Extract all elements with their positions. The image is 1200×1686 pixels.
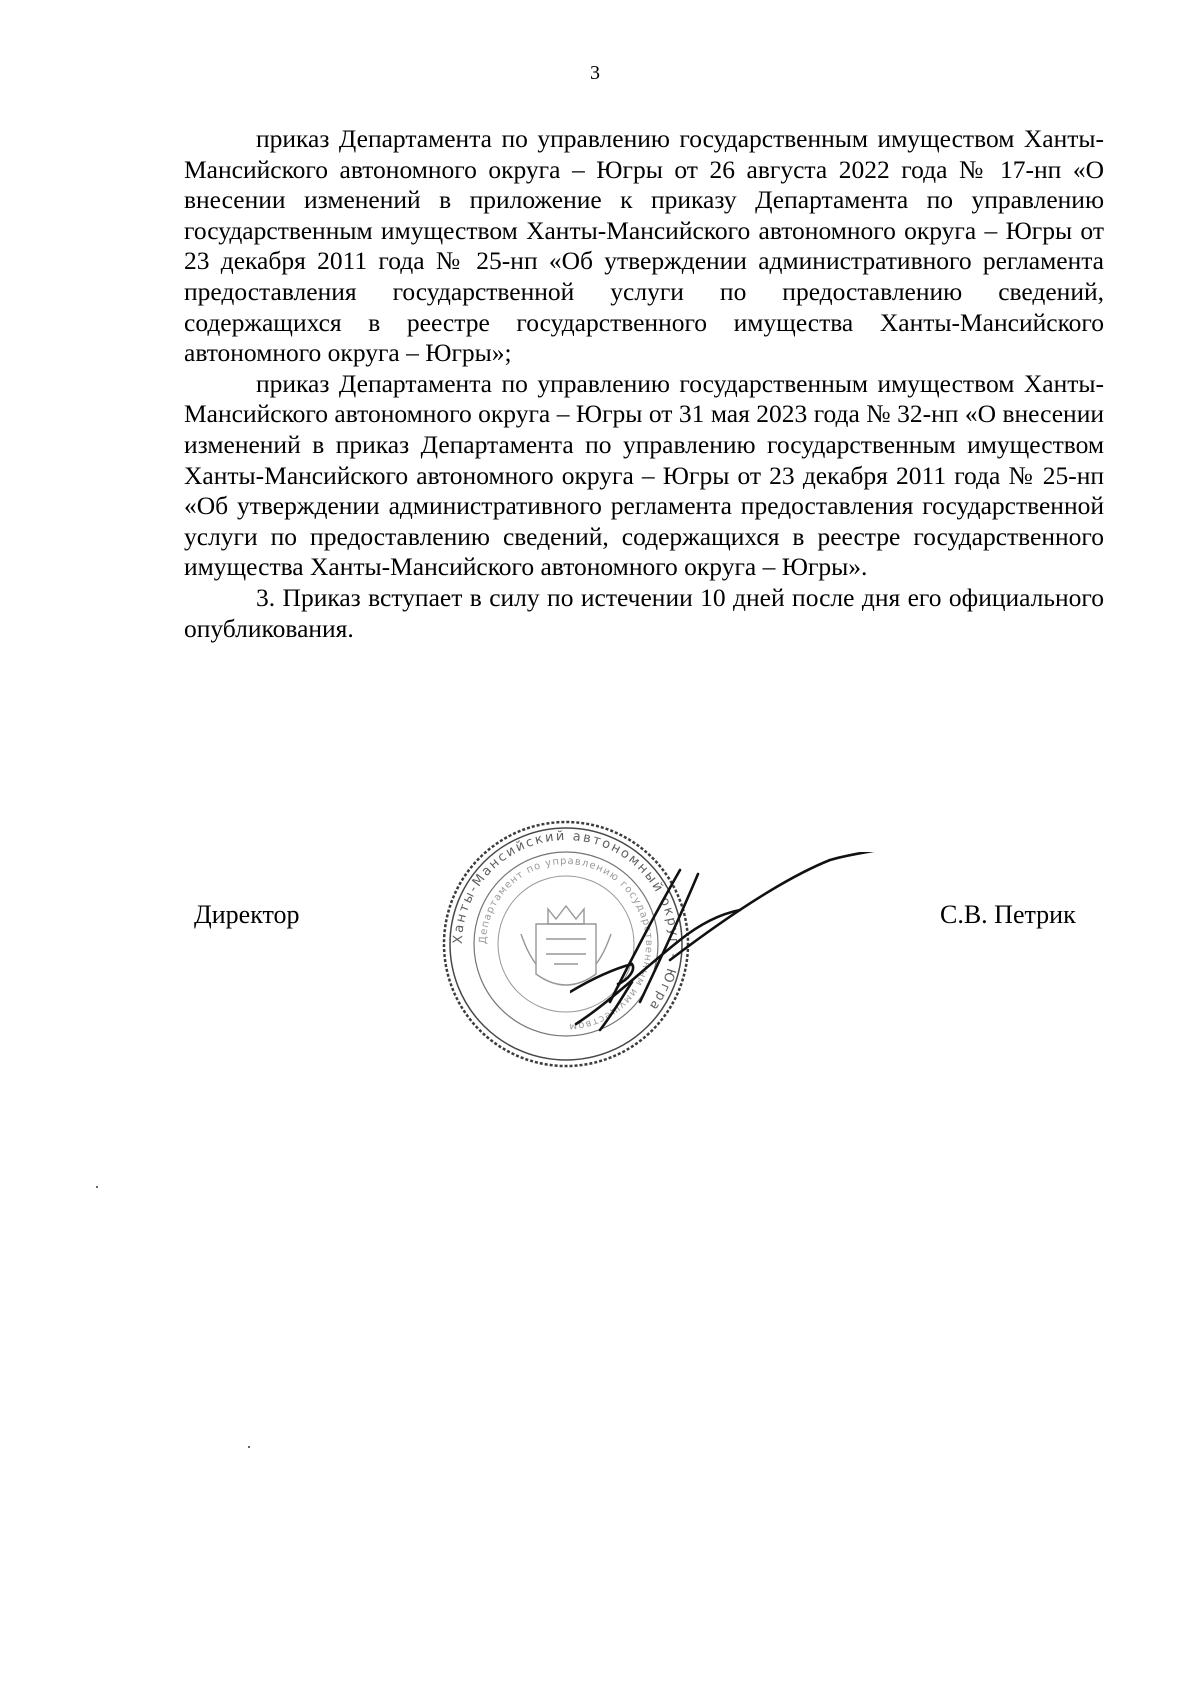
scan-speck [96, 1186, 98, 1188]
signature-block [0, 780, 1200, 1080]
paragraph-order-2023: приказ Департамента по управлению государственным имуществом Ханты-Мансийского автономного округа – Югры от 31 мая 2023 года № 32-нп «О внесении изменений в приказ Департамента по управлению государственным имуществом Ханты-Мансийского автономного округа – Югры от 23 декабря 2011 года № 25-нп «Об утверждении административного регламента предоставления государственной услуги по предоставлению сведений, содержащихся в реестре государственного имущества Ханты-Мансийского автономного округа – Югры». [184, 368, 1104, 582]
page-number: 3 [590, 62, 600, 84]
signatory-name: С.В. Петрик [940, 900, 1076, 929]
paragraph-effective-date: 3. Приказ вступает в силу по истечении 10 дней после дня его официального опубликования. [184, 582, 1104, 643]
paragraph-order-2022: приказ Департамента по управлению государственным имуществом Ханты-Мансийского автономного округа – Югры от 26 августа 2022 года № 17-нп «О внесении изменений в приложение к приказу Департамента по управлению государственным имуществом Ханты-Мансийского автономного округа – Югры от 23 декабря 2011 года № 25-нп «Об утверждении административного регламента предоставления государственной услуги по предоставлению сведений, содержащихся в реестре государственного имущества Ханты-Мансийского автономного округа – Югры»; [184, 124, 1104, 368]
seal-inner-text: Департамент по управлению государственным имуществом [477, 855, 655, 1033]
scan-speck [248, 1446, 250, 1448]
signatory-title: Директор [194, 900, 300, 929]
handwritten-signature [570, 852, 890, 1052]
seal-outer-text: Ханты-Мансийский автономный округ – Югра [450, 828, 682, 1015]
signature-icon [570, 852, 890, 1052]
document-body [184, 124, 1104, 644]
